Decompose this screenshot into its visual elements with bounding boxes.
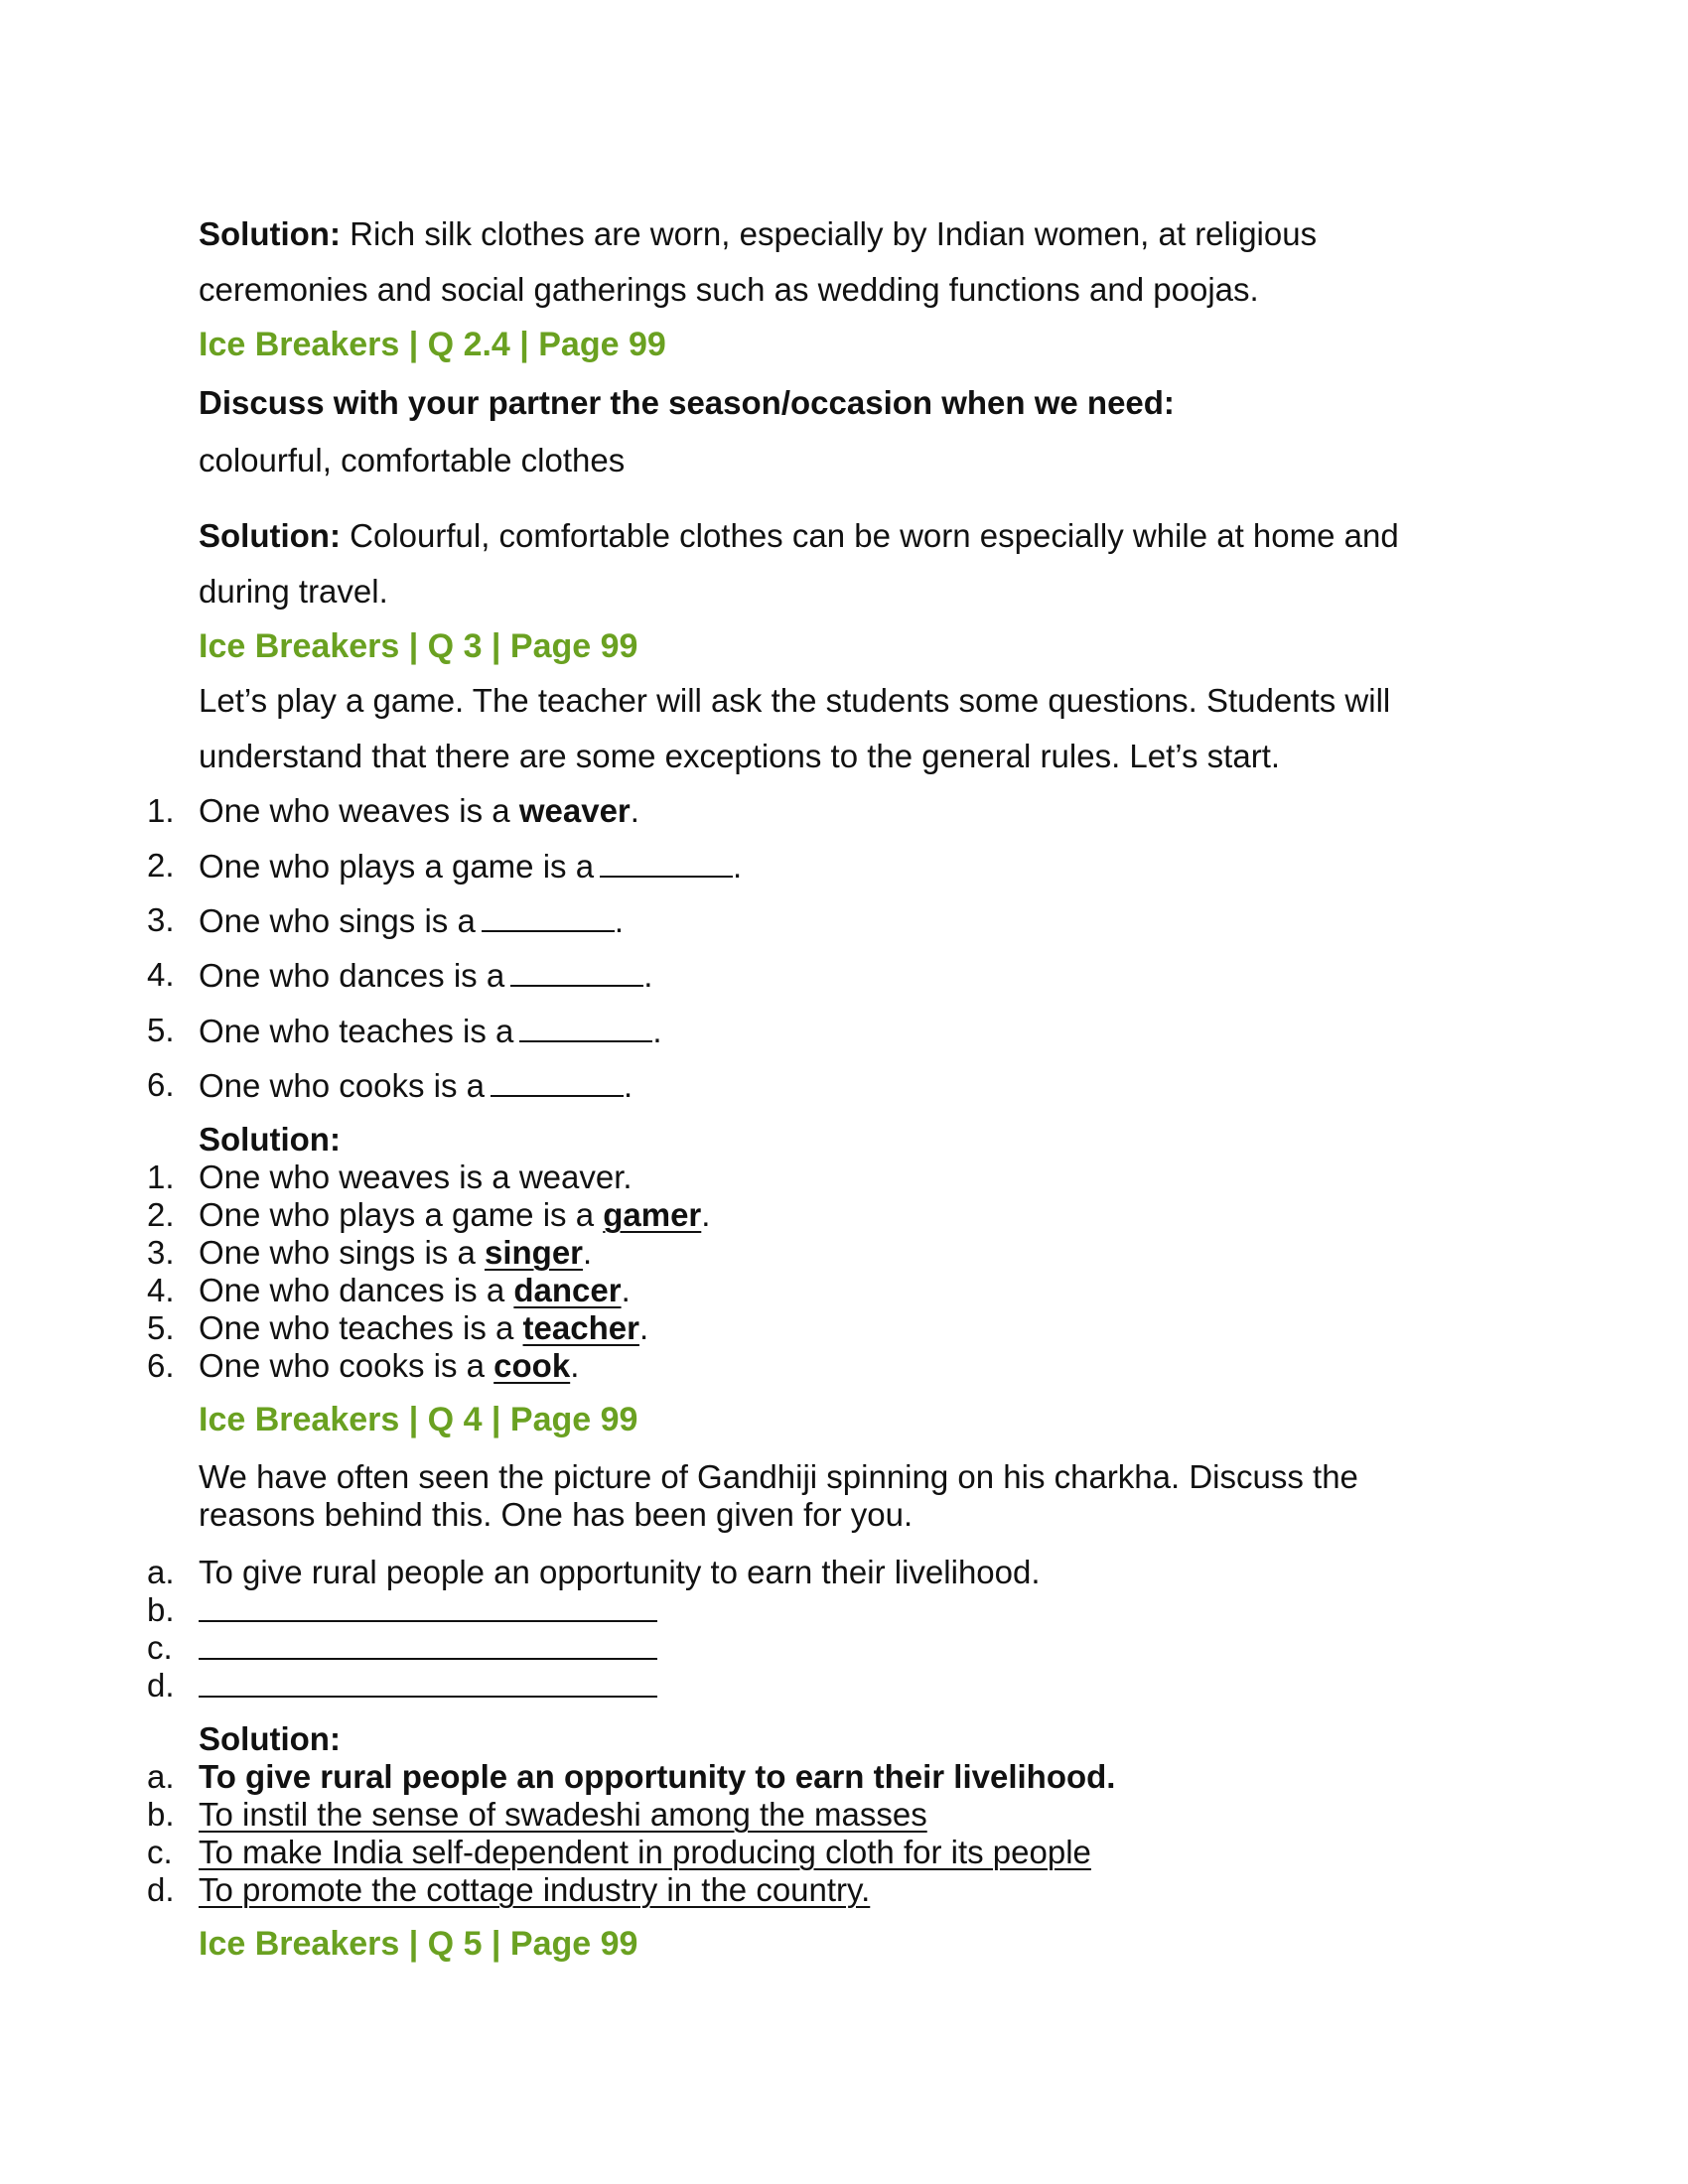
answer-word: gamer [603, 1196, 702, 1233]
list-item-text: One who dances is a [199, 957, 505, 994]
answer-word: cook [493, 1347, 571, 1384]
list-item [199, 1590, 657, 1631]
solution-text: Rich silk clothes are worn, especially by Indian women, at religious [340, 215, 1318, 252]
list-item [199, 1065, 633, 1106]
list-item-text: One who dances is a [199, 1272, 514, 1308]
answer-blank [199, 1628, 657, 1660]
answer-word: weaver [518, 792, 631, 829]
list-letter: c. [147, 1629, 173, 1666]
list-item [199, 791, 639, 831]
list-item-text: One who cooks is a [199, 1067, 485, 1104]
list-item-text: One who teaches is a [199, 1013, 514, 1049]
solution-label: Solution: [199, 1121, 341, 1158]
answer-blank [199, 1666, 657, 1698]
solution-paragraph [199, 214, 1450, 254]
list-item: To promote the cottage industry in the country. [199, 1871, 871, 1908]
punctuation: . [614, 902, 624, 939]
punctuation: . [570, 1347, 580, 1384]
punctuation: . [733, 848, 743, 885]
list-item: One who weaves is a weaver. [199, 1159, 633, 1195]
list-item [199, 1308, 648, 1348]
list-number: 6. [147, 1066, 175, 1103]
answer-blank [510, 955, 643, 987]
answer-blank [491, 1065, 624, 1097]
list-item: To make India self-dependent in producing cloth for its people [199, 1834, 1091, 1870]
list-item-text: One who weaves is a [199, 792, 519, 829]
list-letter: c. [147, 1834, 173, 1870]
punctuation: . [652, 1013, 662, 1049]
list-letter: b. [147, 1591, 175, 1628]
list-item [199, 1666, 657, 1706]
question-item: colourful, comfortable clothes [199, 442, 626, 478]
list-number: 1. [147, 1159, 175, 1195]
list-number: 5. [147, 1309, 175, 1346]
solution-paragraph [199, 516, 1399, 556]
list-item-text: One who plays a game is a [199, 1196, 604, 1233]
question-intro: We have often seen the picture of Gandhiji spinning on his charkha. Discuss the [199, 1458, 1358, 1495]
list-item [199, 900, 624, 941]
list-item [199, 1011, 662, 1051]
list-item-text: One who plays a game is a [199, 848, 595, 885]
answer-blank [482, 900, 615, 932]
punctuation: . [638, 1309, 649, 1346]
list-number: 1. [147, 792, 175, 829]
list-number: 4. [147, 1272, 175, 1308]
list-item: To give rural people an opportunity to earn their livelihood. [199, 1554, 1041, 1590]
list-item [199, 955, 652, 996]
solution-label: Solution: [199, 1720, 341, 1757]
question-prompt: Discuss with your partner the season/occasion when we need: [199, 384, 1175, 421]
list-item [199, 1346, 579, 1386]
list-item: To give rural people an opportunity to earn their livelihood. [199, 1758, 1116, 1795]
answer-blank [600, 846, 733, 878]
solution-label: Solution: [199, 215, 341, 252]
list-item [199, 1271, 631, 1310]
question-intro: understand that there are some exceptions to the general rules. Let’s start. [199, 738, 1281, 774]
solution-text-line: ceremonies and social gatherings such as wedding functions and poojas. [199, 271, 1259, 308]
list-letter: d. [147, 1871, 175, 1908]
question-heading-2-4: Ice Breakers | Q 2.4 | Page 99 [199, 326, 666, 363]
list-number: 3. [147, 1234, 175, 1271]
answer-word: teacher [522, 1309, 639, 1346]
solution-text-line: during travel. [199, 573, 388, 610]
list-item-text: One who cooks is a [199, 1347, 494, 1384]
list-item-text: One who sings is a [199, 902, 476, 939]
punctuation: . [701, 1196, 711, 1233]
list-item [199, 1195, 710, 1235]
list-letter: a. [147, 1554, 175, 1590]
list-number: 3. [147, 901, 175, 938]
list-item: To instil the sense of swadeshi among the masses [199, 1796, 927, 1833]
answer-blank [519, 1011, 652, 1042]
punctuation: . [643, 957, 653, 994]
list-item [199, 1628, 657, 1669]
list-item [199, 1233, 592, 1273]
question-heading-5: Ice Breakers | Q 5 | Page 99 [199, 1925, 638, 1963]
list-number: 4. [147, 956, 175, 993]
list-item-text: One who sings is a [199, 1234, 485, 1271]
list-letter: a. [147, 1758, 175, 1795]
answer-word: dancer [513, 1272, 622, 1308]
answer-blank [199, 1590, 657, 1622]
punctuation: . [630, 792, 639, 829]
list-number: 5. [147, 1012, 175, 1048]
list-letter: d. [147, 1667, 175, 1704]
punctuation: . [623, 1067, 633, 1104]
solution-label: Solution: [199, 517, 341, 554]
solution-text: Colourful, comfortable clothes can be worn especially while at home and [340, 517, 1399, 554]
question-intro: Let’s play a game. The teacher will ask the students some questions. Students will [199, 682, 1391, 719]
question-heading-3: Ice Breakers | Q 3 | Page 99 [199, 627, 638, 665]
punctuation: . [583, 1234, 593, 1271]
list-number: 2. [147, 847, 175, 884]
answer-word: singer [484, 1234, 584, 1271]
punctuation: . [621, 1272, 631, 1308]
list-letter: b. [147, 1796, 175, 1833]
list-item-text: One who teaches is a [199, 1309, 523, 1346]
list-number: 2. [147, 1196, 175, 1233]
question-heading-4: Ice Breakers | Q 4 | Page 99 [199, 1401, 638, 1438]
question-intro: reasons behind this. One has been given for you. [199, 1496, 914, 1533]
list-number: 6. [147, 1347, 175, 1384]
list-item [199, 846, 742, 887]
